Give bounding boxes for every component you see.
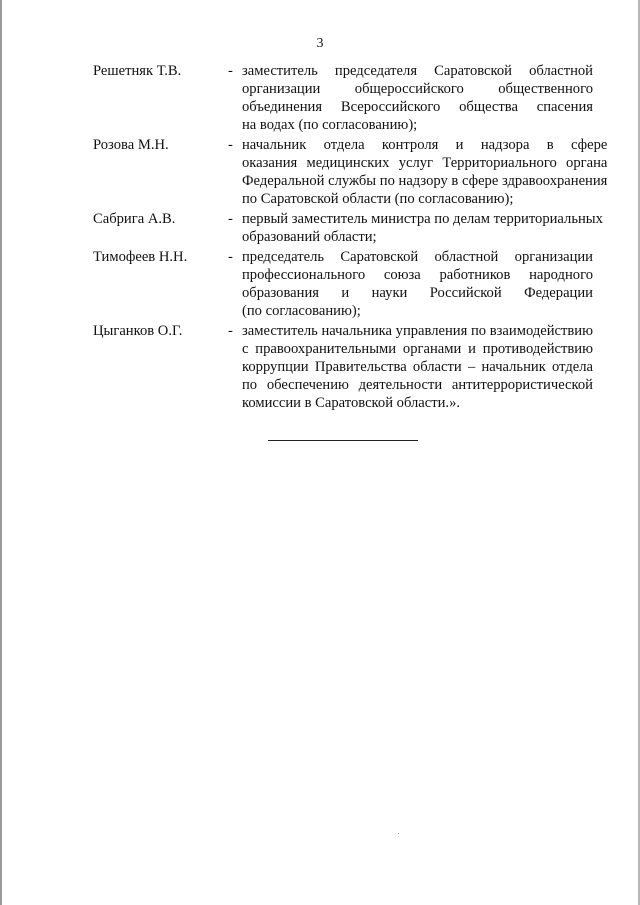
member-name: Тимофеев Н.Н. <box>93 249 188 265</box>
member-name: Сабрига А.В. <box>93 211 176 227</box>
position-line: на водах (по согласованию); <box>242 117 418 133</box>
position-line: Федеральной службы по надзору в сфере здравоохранения <box>242 173 608 189</box>
entry-dash: - <box>228 323 233 339</box>
position-line: объединения Всероссийского общества спасения <box>242 99 593 115</box>
member-position <box>242 136 607 208</box>
entry-dash: - <box>228 211 233 227</box>
member-entry <box>93 248 593 320</box>
position-line: коррупции Правительства области – начальник отдела <box>242 359 593 375</box>
closing-rule <box>268 440 418 441</box>
position-line: (по согласованию); <box>242 303 361 319</box>
position-line: с правоохранительными органами и противодействию <box>242 341 593 357</box>
member-name: Цыганков О.Г. <box>93 323 183 339</box>
member-position <box>242 322 593 412</box>
entry-dash: - <box>228 63 233 79</box>
member-list <box>93 62 608 414</box>
entry-dash: - <box>228 137 233 153</box>
scan-speck <box>398 833 399 834</box>
position-line: по обеспечению деятельности антитеррористической <box>242 377 593 393</box>
member-entry <box>93 62 593 134</box>
member-entry <box>93 322 593 412</box>
position-line: по Саратовской области (по согласованию); <box>242 191 514 207</box>
position-line: оказания медицинских услуг Территориального органа <box>242 155 608 171</box>
member-name: Решетняк Т.В. <box>93 63 182 79</box>
position-line: профессионального союза работников народного <box>242 267 593 283</box>
position-line: образования и науки Российской Федерации <box>242 285 593 301</box>
member-entry <box>93 210 603 246</box>
position-line: первый заместитель министра по делам территориальных <box>242 211 603 227</box>
position-line: организации общероссийского общественного <box>242 81 593 97</box>
position-line: образований области; <box>242 229 377 245</box>
position-line: начальник отдела контроля и надзора в сфере <box>242 137 608 153</box>
member-position <box>242 62 593 134</box>
position-line: заместитель председателя Саратовской областной <box>242 63 593 79</box>
page-edge-left <box>0 0 2 905</box>
position-line: комиссии в Саратовской области.». <box>242 395 461 411</box>
page-number: 3 <box>316 36 324 51</box>
member-entry <box>93 136 608 208</box>
position-line: заместитель начальника управления по взаимодействию <box>242 323 593 339</box>
member-position <box>242 248 593 320</box>
member-name: Розова М.Н. <box>93 137 169 153</box>
member-position <box>242 210 603 246</box>
position-line: председатель Саратовской областной организации <box>242 249 593 265</box>
entry-dash: - <box>228 249 233 265</box>
